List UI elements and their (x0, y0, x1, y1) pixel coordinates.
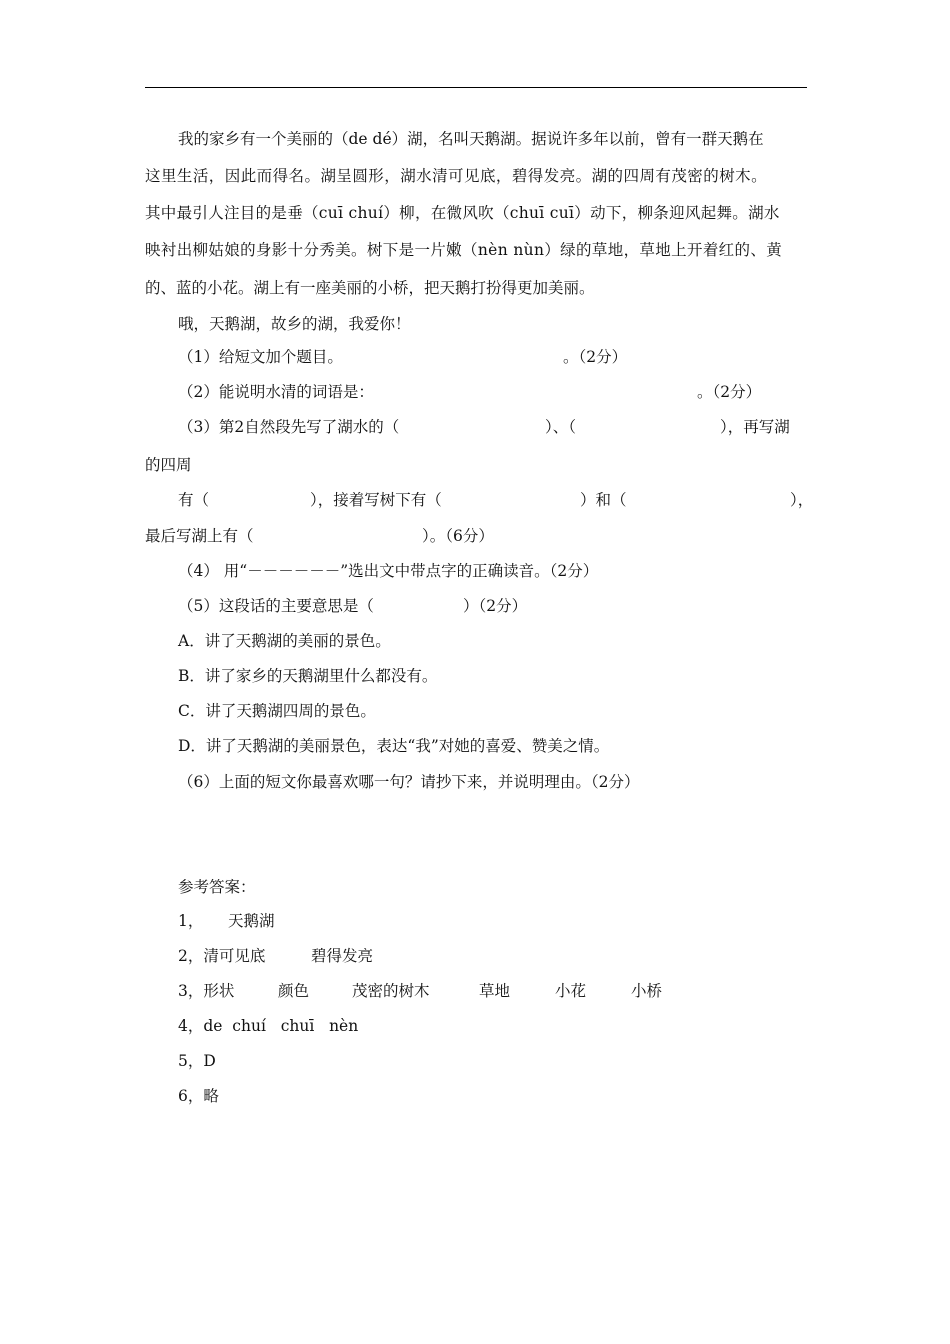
header-rule (145, 87, 807, 88)
answer-6: 6，略 (178, 1087, 219, 1105)
answer-2-first: 2，清可见底 (178, 947, 266, 965)
question-6: （6）上面的短文你最喜欢哪一句？请抄下来，并说明理由。（2分） (178, 773, 640, 791)
question-3-line-2-end: ）， (790, 491, 814, 509)
answer-3-item: 小桥 (631, 982, 663, 1000)
passage-line-3: 其中最引人注目的是垂（cuī chuí）柳，在微风吹（chuī cuī）动下，柳条迎风起舞。湖水 (145, 204, 780, 222)
question-1-text: （1）给短文加个题目。 (178, 348, 343, 366)
option-a: A．讲了天鹅湖的美丽的景色。 (178, 632, 391, 650)
answer-1-text: 天鹅湖 (228, 912, 275, 930)
question-3-line-3-start: 最后写湖上有（ (145, 527, 254, 545)
answer-4: 4，de chuí chuī nèn (178, 1017, 359, 1035)
answer-1-number: 1， (178, 912, 204, 930)
answer-3-first: 3，形状 (178, 982, 235, 1000)
question-3-score: ）。（6分） (422, 527, 494, 545)
passage-line-5: 的、蓝的小花。湖上有一座美丽的小桥，把天鹅打扮得更加美丽。 (145, 279, 595, 297)
question-3-line-2-mid: ），接着写树下有（ (310, 491, 442, 509)
passage-line-4: 映衬出柳姑娘的身影十分秀美。树下是一片嫩（nèn nùn）绿的草地，草地上开着红的、黄 (145, 241, 783, 259)
answer-3-item: 小花 (555, 982, 587, 1000)
passage-line-1: 我的家乡有一个美丽的（de dé）湖，名叫天鹅湖。据说许多年以前，曾有一群天鹅在 (178, 130, 764, 148)
answer-5: 5，D (178, 1052, 216, 1070)
question-5-score: ）（2分） (463, 597, 528, 615)
passage-line-2: 这里生活，因此而得名。湖呈圆形，湖水清可见底，碧得发亮。湖的四周有茂密的树木。 (145, 167, 768, 185)
question-3-blank-sep-1: ）、（ (545, 418, 577, 436)
question-3-line-2-start: 有（ (178, 491, 210, 509)
question-5-text: （5）这段话的主要意思是（ (178, 597, 374, 615)
question-2-score: 。（2分） (697, 383, 762, 401)
question-4: （4） 用“－－－－－－”选出文中带点字的正确读音。（2分） (178, 562, 599, 580)
answer-2-second: 碧得发亮 (311, 947, 374, 965)
passage-paragraph-2: 哦，天鹅湖，故乡的湖，我爱你！ (178, 315, 411, 333)
question-3-tail: ），再写湖 (720, 418, 790, 436)
answers-heading: 参考答案： (178, 878, 256, 896)
option-b: B．讲了家乡的天鹅湖里什么都没有。 (178, 667, 438, 685)
answer-3-item: 茂密的树木 (352, 982, 430, 1000)
question-3-text: （3）第2自然段先写了湖水的（ (178, 418, 400, 436)
question-1-score: 。（2分） (563, 348, 628, 366)
option-d: D．讲了天鹅湖的美丽景色，表达“我”对她的喜爱、赞美之情。 (178, 737, 610, 755)
answer-3-item: 颜色 (278, 982, 310, 1000)
answer-3-item: 草地 (479, 982, 511, 1000)
question-2-text: （2）能说明水清的词语是： (178, 383, 374, 401)
question-3-line-2-and: ）和（ (580, 491, 627, 509)
question-3-continuation: 的四周 (145, 456, 192, 474)
option-c: C．讲了天鹅湖四周的景色。 (178, 702, 376, 720)
